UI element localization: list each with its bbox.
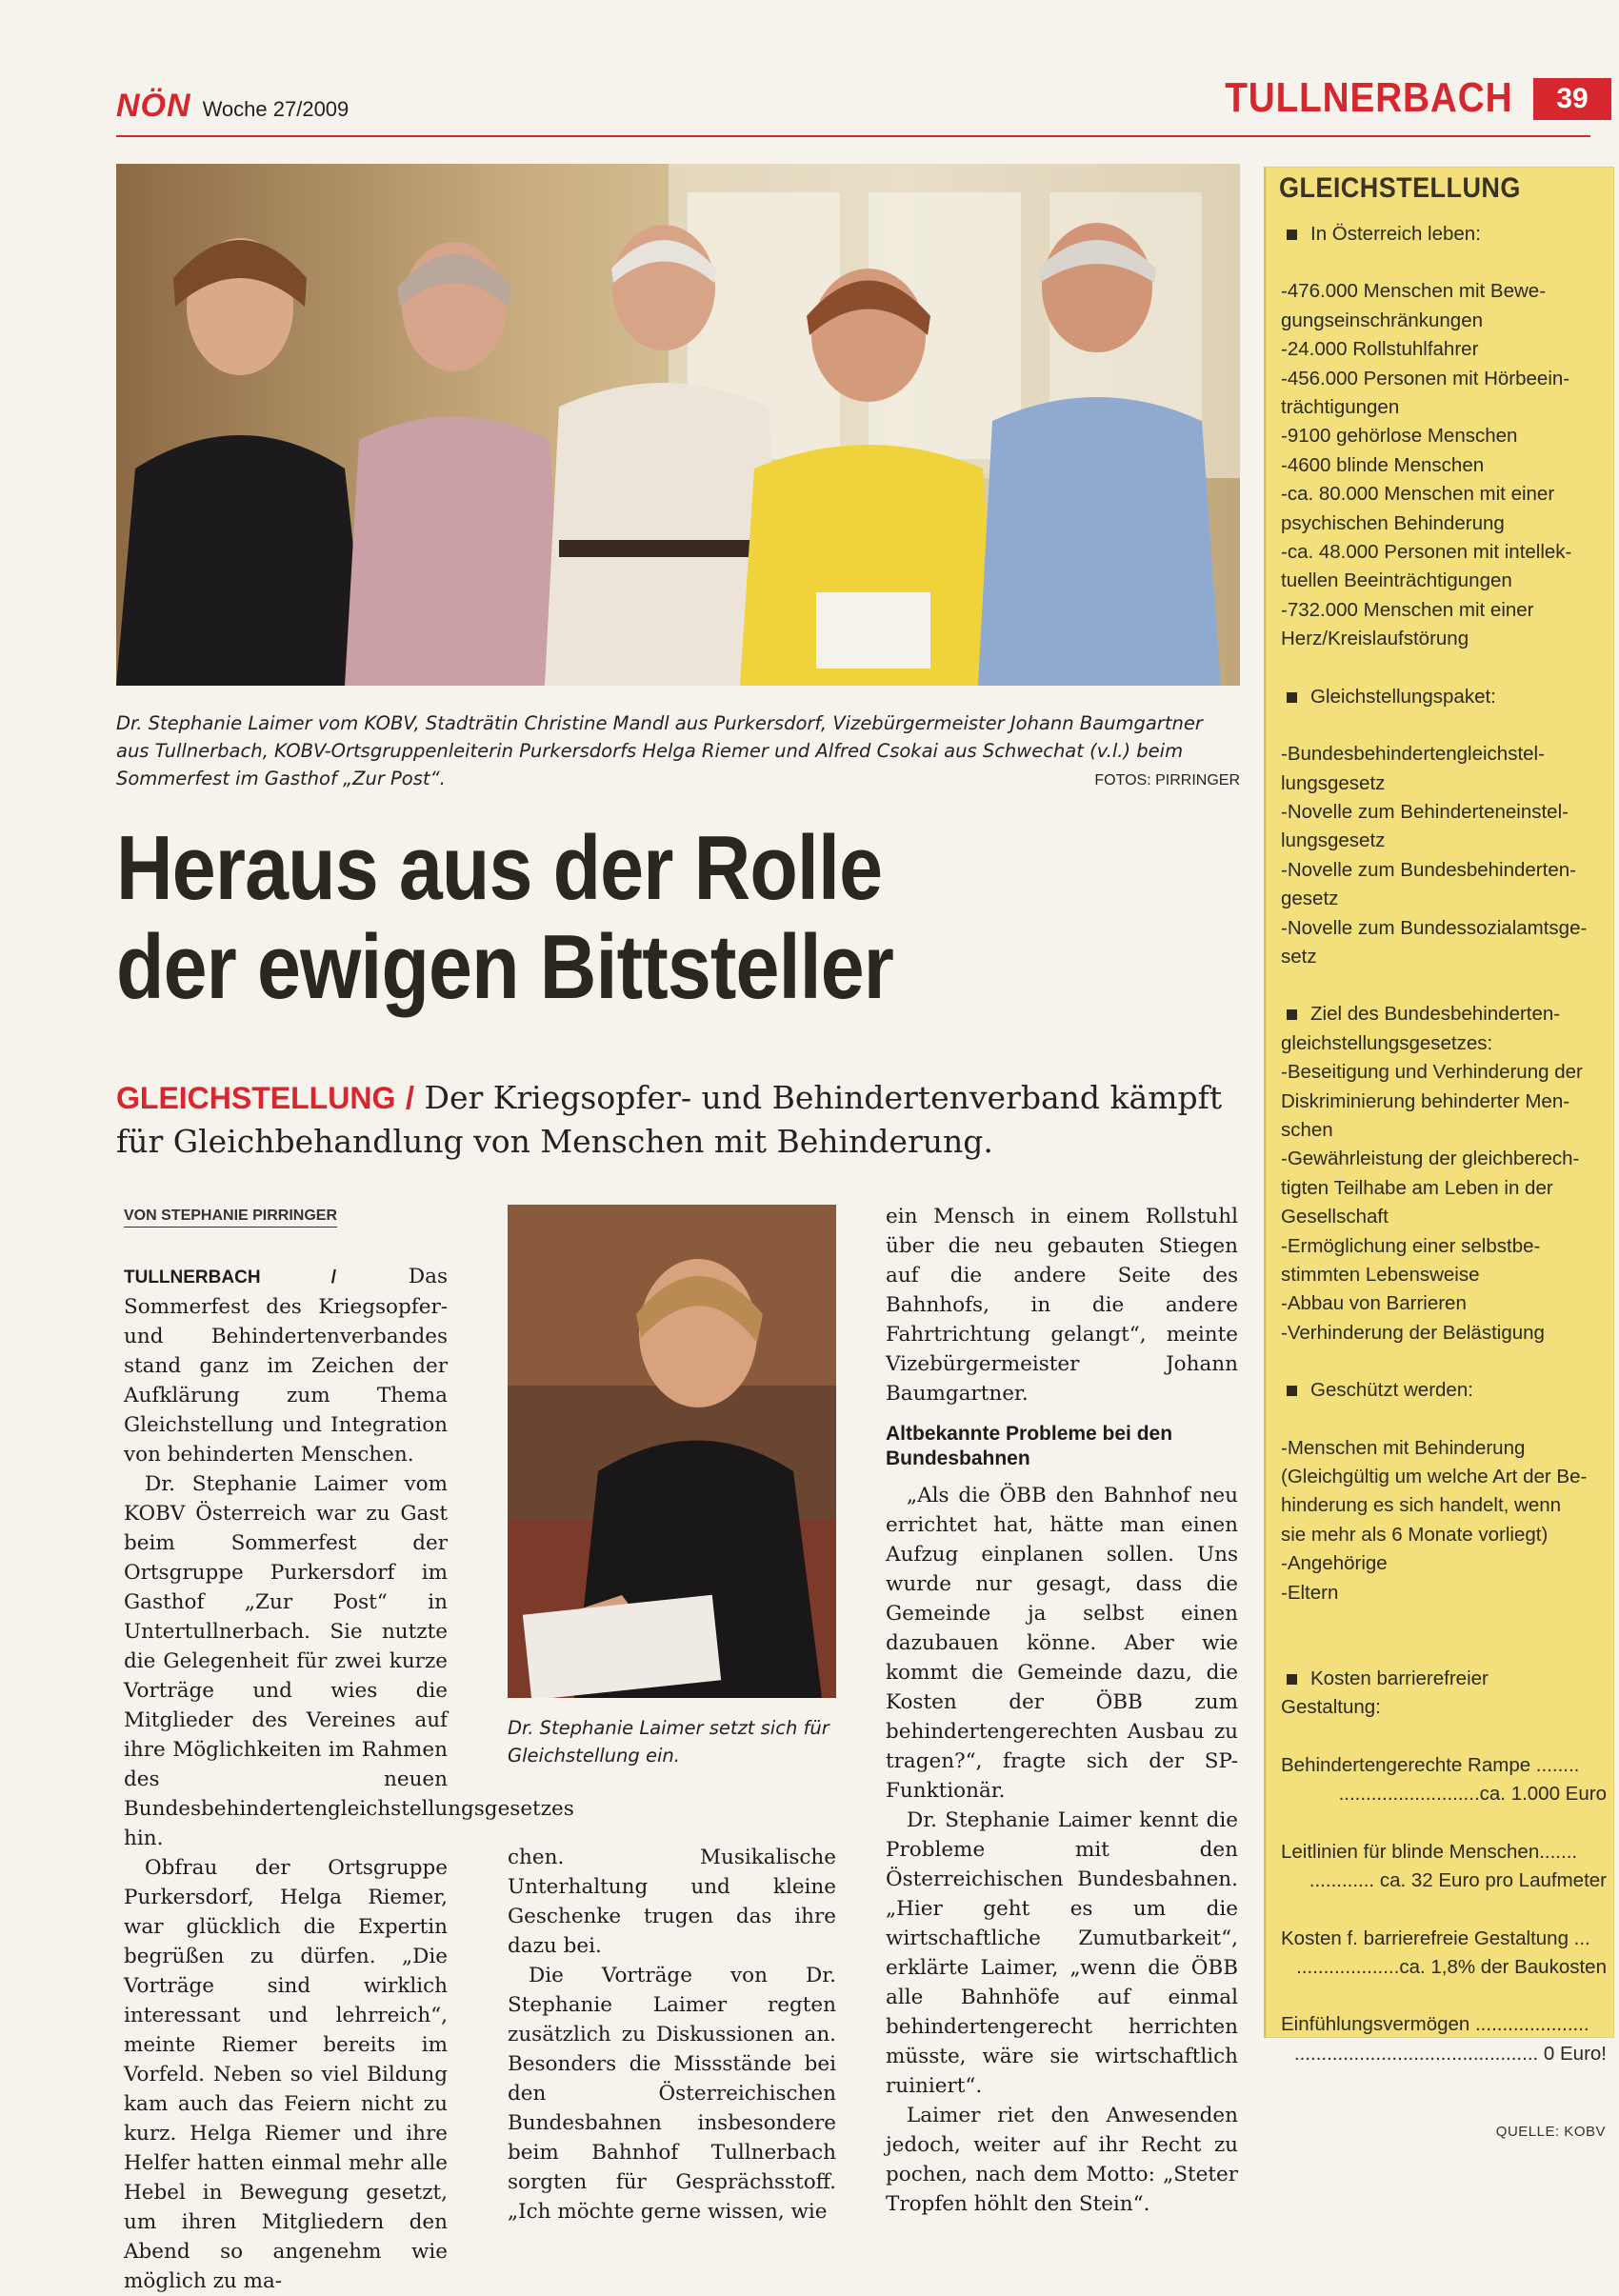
list-line: -ca. 80.000 Menschen mit einer [1281,483,1555,506]
sidebar-source: QUELLE: KOBV [1495,2124,1606,2140]
article-column-3 [886,1202,1238,2219]
cost-label: Kosten f. barrierefreie Gestaltung ... [1281,1927,1590,1949]
article-paragraph: Dr. Stephanie Laimer vom KOBV Österreich war zu Gast beim Sommerfest der Ortsgruppe Purkersdorf im Gasthof „Zur Post“ in Untertullnerbach. Sie nutzte die Gelegenheit für zwei kurze Vorträge und wies die Mitglieder des Vereines auf ihre Möglichkeiten im Rahmen des neuen Bundesbehindertengleichstellungsgesetzes hin. [124,1472,574,1850]
info-sidebar [1264,167,1614,2065]
subheadline [116,1076,1240,1164]
paragraph-text: Das Sommerfest des Kriegsopfer- und Behindertenverbandes stand ganz im Zeichen der Aufklärung zum Thema Gleichstellung und Integration von behinderten Menschen. [124,1265,448,1467]
list-line: -ca. 48.000 Personen mit intellek- [1281,541,1572,564]
list-line: -Novelle zum Bundessozialamtsge- [1281,916,1588,939]
headline-line-1: Heraus aus der Rolle [116,817,883,919]
list-line: -9100 gehörlose Menschen [1281,425,1518,448]
group-photo-image [116,164,1240,686]
list-line: psychischen Behinderung [1281,511,1505,534]
list-line: lungsgesetz [1281,829,1386,852]
list-line: -Eltern [1281,1581,1339,1604]
sidebar-title: GLEICHSTELLUNG [1279,172,1521,204]
list-line: gleichstellungsgesetzes: [1281,1031,1493,1054]
list-line: trächtigungen [1281,396,1400,419]
list-line: (Gleichgültig um welche Art der Be- [1281,1466,1588,1488]
article-paragraph: „Als die ÖBB den Bahnhof neu errichtet hat, hätte man einen Aufzug einplanen sollen. Uns wurde nur gesagt, dass die Gemeinde ja selbst einen dazubauen könne. Aber wie kommt die Gemeinde dazu, die Kosten der ÖBB zum behindertengerechten Ausbau zu tragen?“, fragte sich der SP-Funktionär. [886,1484,1238,1803]
list-line: tuellen Beeinträchtigungen [1281,569,1512,592]
sidebar-section-heading [1281,220,1607,249]
section-heading-text: In Österreich leben: [1310,223,1481,245]
article-paragraph: chen. Musikalische Unterhaltung und kleine Geschenke trugen das ihre dazu bei. [508,1846,836,1958]
square-bullet-icon [1287,1674,1297,1685]
photo-credit: FOTOS: PIRRINGER [1094,772,1240,789]
group-photo [116,164,1240,686]
list-line: -456.000 Personen mit Hörbeein- [1281,367,1570,389]
list-line: setz [1281,945,1317,968]
newspaper-logo: NÖN [116,88,191,124]
section-rubric: TULLNERBACH [1224,74,1512,121]
section-heading-text: Geschützt werden: [1310,1379,1473,1402]
issue-week: Woche 27/2009 [202,97,350,121]
list-line: -Gewährleistung der gleichberech- [1281,1148,1580,1170]
header-divider [116,135,1590,137]
sidebar-body [1281,220,1607,2068]
square-bullet-icon [1287,1009,1297,1020]
cost-value: ..........................ca. 1.000 Euro [1338,1783,1607,1806]
square-bullet-icon [1287,692,1297,703]
sidebar-list-package [1281,740,1607,971]
sidebar-section-heading [1281,683,1607,711]
list-line: hinderung es sich handelt, wenn [1281,1494,1562,1517]
list-line: sie mehr als 6 Monate vorliegt) [1281,1523,1549,1546]
section-heading-text: Gestaltung: [1281,1696,1381,1719]
section-heading-text: Ziel des Bundesbehinderten- [1310,1003,1561,1026]
article-paragraph: Laimer riet den Anwesenden jedoch, weiter auf ihr Recht zu pochen, nach dem Motto: „Steter Tropfen höhlt den Stein“. [886,2104,1238,2216]
list-line: Gesellschaft [1281,1206,1389,1228]
page-number: 39 [1533,78,1611,120]
list-line: lungsgesetz [1281,771,1386,794]
subhead-slash: / [405,1080,414,1115]
list-line: -Abbau von Barrieren [1281,1292,1467,1315]
sidebar-list-protected [1281,1434,1607,1607]
list-line: gungseinschränkungen [1281,309,1483,331]
photo-caption [116,709,1240,794]
cost-value: ............ ca. 32 Euro pro Laufmeter [1309,1869,1607,1892]
sidebar-section-heading [1281,1000,1607,1028]
headline [116,819,1240,1017]
list-line: -Angehörige [1281,1552,1388,1575]
list-line: -Bundesbehindertengleichstel- [1281,743,1545,766]
cost-label: Einfühlungsvermögen ..................... [1281,2013,1589,2036]
sidebar-section-heading [1281,1376,1607,1405]
cost-label: Leitlinien für blinde Menschen....... [1281,1840,1578,1863]
byline: VON STEPHANIE PIRRINGER [124,1208,337,1228]
article-paragraph: Obfrau der Ortsgruppe Purkersdorf, Helga Riemer, war glücklich die Expertin begrüßen zu dürfen. „Die Vorträge sind wirklich interessant und lehrreich“, meinte Riemer bereits im Vorfeld. Neben so viel Bildung kam auch das Feiern nicht zu kurz. Helga Riemer und ihre Helfer hatten einmal mehr alle Hebel in Bewegung gesetzt, um ihren Mitgliedern den Abend so angenehm wie möglich zu ma- [124,1856,448,2293]
article-column-2 [508,1843,836,2226]
list-line: gesetz [1281,888,1339,910]
cost-value: ...................ca. 1,8% der Baukosten [1296,1955,1607,1978]
headline-line-2: der ewigen Bittsteller [116,916,894,1018]
inset-photo [508,1205,836,1698]
list-line: -732.000 Menschen mit einer [1281,598,1534,621]
article-paragraph: ein Mensch in einem Rollstuhl über die neu gebauten Stiegen auf die andere Seite des Bahnhofs, in die andere Fahrtrichtung gelangt“, meinte Vizebürgermeister Johann Baumgartner. [886,1205,1238,1406]
cost-label: Behindertengerechte Rampe ........ [1281,1753,1580,1776]
section-heading-text: Kosten barrierefreier [1310,1667,1489,1690]
subhead-text: Der Kriegsopfer- und Behindertenverband kämpft für Gleichbehandlung von Menschen mit Behinderung. [116,1079,1223,1160]
article-paragraph: Die Vorträge von Dr. Stephanie Laimer regten zusätzlich zu Diskussionen an. Besonders die Missstände bei den Österreichischen Bundesbahnen insbesondere beim Bahnhof Tullnerbach sorgten für Gesprächsstoff. „Ich möchte gerne wissen, wie [508,1964,836,2224]
inset-photo-caption: Dr. Stephanie Laimer setzt sich für Gleichstellung ein. [508,1717,829,1767]
list-line: -Menschen mit Behinderung [1281,1436,1526,1459]
list-line: -476.000 Menschen mit Bewe- [1281,280,1547,303]
article-paragraph: Dr. Stephanie Laimer kennt die Probleme mit den Österreichischen Bundesbahnen. „Hier geht es um die wirtschaftliche Zumutbarkeit“, erklärte Laimer, „wenn die ÖBB alle Bahnhöfe auf einmal behindertengerecht herrichten müsste, wäre sie wirtschaftlich ruiniert“. [886,1808,1238,2098]
sidebar-section-heading [1281,1665,1607,1693]
list-line: Diskriminierung behinderter Men- [1281,1089,1570,1112]
list-line: -4600 blinde Menschen [1281,453,1485,476]
list-line: -Ermöglichung einer selbstbe- [1281,1234,1541,1257]
list-line: -Novelle zum Behinderteneinstel- [1281,800,1569,823]
section-heading-text: Gleichstellungspaket: [1310,685,1496,708]
cost-list [1281,1751,1607,2068]
list-line: -Novelle zum Bundesbehinderten- [1281,858,1576,881]
masthead [116,88,349,128]
list-line: Herz/Kreislaufstörung [1281,628,1469,650]
cost-value: ............................................. 0 Euro! [1293,2042,1607,2065]
sidebar-list-population [1281,277,1607,653]
inset-photo-image [508,1205,836,1698]
list-line: -Beseitigung und Verhinderung der [1281,1061,1583,1084]
article-column-1 [124,1262,574,2296]
list-line: tigten Teilhabe am Leben in der [1281,1176,1553,1199]
sidebar-list-goals [1281,1029,1607,1348]
subhead-kicker: GLEICHSTELLUNG [116,1081,396,1115]
list-line: stimmten Lebensweise [1281,1264,1480,1286]
article-subheading: Altbekannte Probleme bei den Bundesbahnen [886,1423,1173,1469]
list-line: -Verhinderung der Belästigung [1281,1321,1545,1344]
square-bullet-icon [1287,230,1297,240]
list-line: schen [1281,1118,1333,1141]
dateline: TULLNERBACH / [124,1268,337,1288]
photo-caption-text: Dr. Stephanie Laimer vom KOBV, Stadträtin Christine Mandl aus Purkersdorf, Vizebürgermeister Johann Baumgartner aus Tullnerbach, KOBV-Ortsgruppenleiterin Purkersdorfs Helga Riemer und Alfred Csokai aus Schwechat (v.l.) beim Sommerfest im Gasthof „Zur Post“. [116,712,1203,789]
list-line: -24.000 Rollstuhlfahrer [1281,338,1479,361]
article-paragraph [124,1262,448,1469]
square-bullet-icon [1287,1386,1297,1396]
